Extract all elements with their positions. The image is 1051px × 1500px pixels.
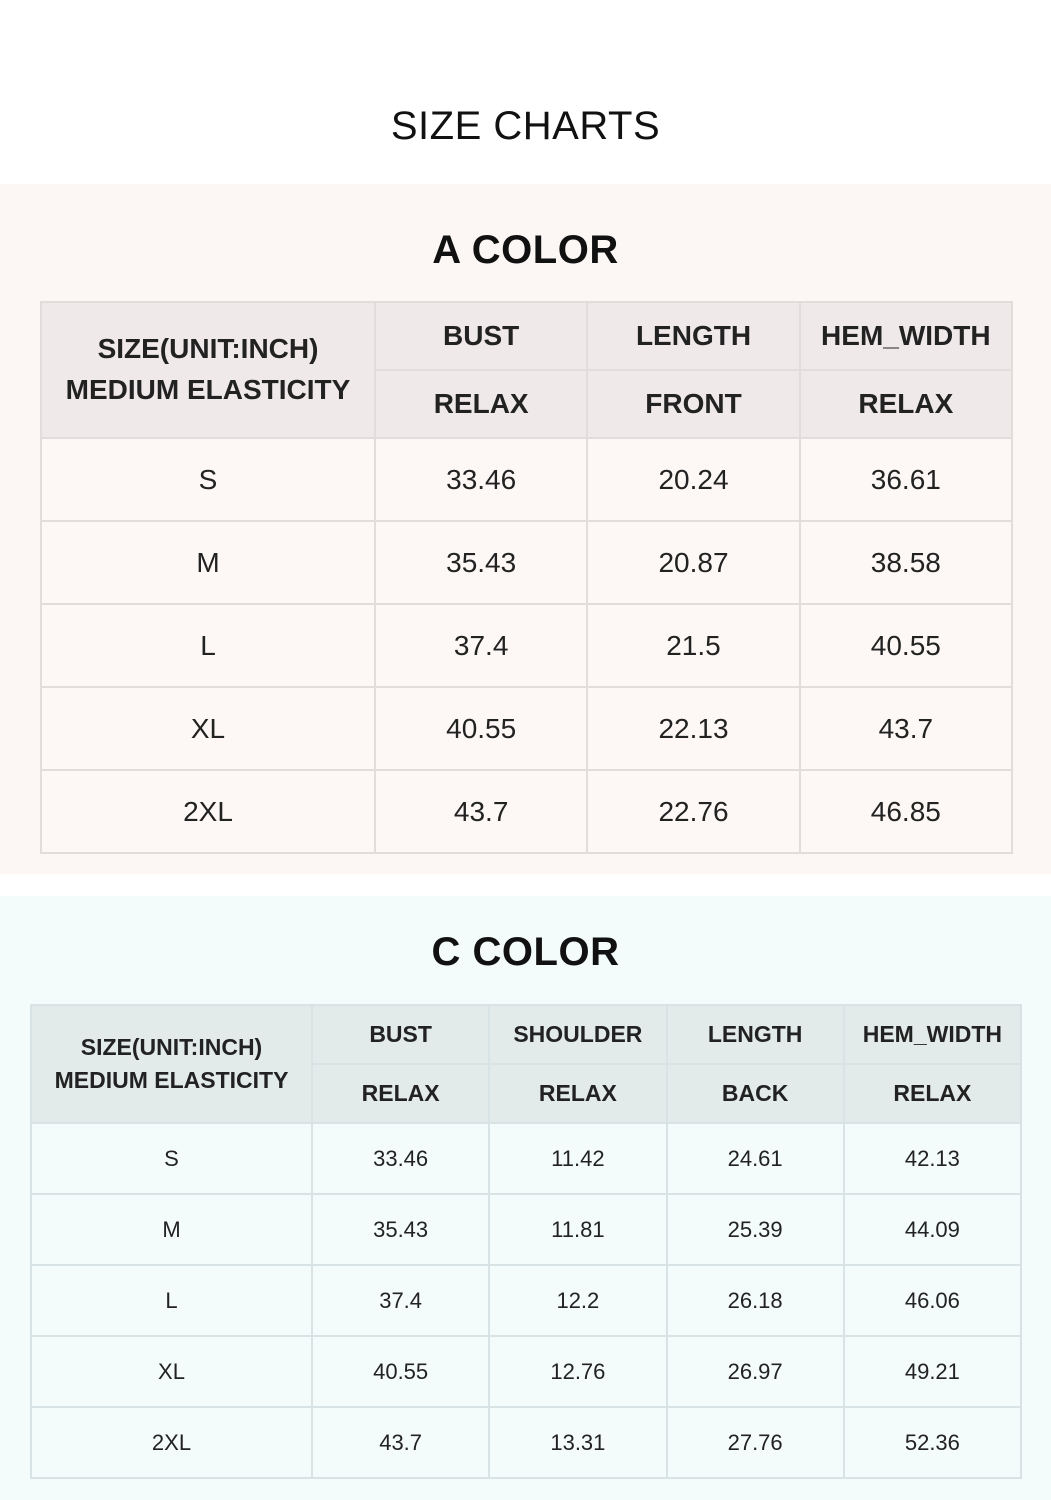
size-unit-label: SIZE(UNIT:INCH) <box>97 333 319 365</box>
value-cell: 20.24 <box>587 438 799 521</box>
column-subheader: RELAX <box>312 1064 489 1123</box>
value-cell: 24.61 <box>667 1123 844 1194</box>
table-row <box>41 604 1012 687</box>
column-header: HEM_WIDTH <box>844 1005 1021 1064</box>
value-cell: 46.06 <box>844 1265 1021 1336</box>
table-row <box>41 521 1012 604</box>
value-cell: 40.55 <box>312 1336 489 1407</box>
value-cell: 43.7 <box>800 687 1012 770</box>
column-header: HEM_WIDTH <box>800 302 1012 370</box>
value-cell: 26.97 <box>667 1336 844 1407</box>
header-row-measure <box>41 302 1012 370</box>
value-cell: 43.7 <box>312 1407 489 1478</box>
column-subheader: RELAX <box>800 370 1012 438</box>
table-row <box>31 1265 1021 1336</box>
table-row <box>41 770 1012 853</box>
column-header: BUST <box>375 302 587 370</box>
size-cell: L <box>31 1265 312 1336</box>
section-a-color <box>0 184 1051 874</box>
value-cell: 26.18 <box>667 1265 844 1336</box>
column-subheader: RELAX <box>489 1064 666 1123</box>
size-unit-label: SIZE(UNIT:INCH) <box>80 1033 263 1060</box>
value-cell: 20.87 <box>587 521 799 604</box>
column-header: BUST <box>312 1005 489 1064</box>
column-subheader: BACK <box>667 1064 844 1123</box>
value-cell: 46.85 <box>800 770 1012 853</box>
value-cell: 21.5 <box>587 604 799 687</box>
value-cell: 33.46 <box>375 438 587 521</box>
value-cell: 13.31 <box>489 1407 666 1478</box>
section-title: C COLOR <box>431 930 620 974</box>
size-cell: XL <box>31 1336 312 1407</box>
column-subheader: RELAX <box>844 1064 1021 1123</box>
page-title: SIZE CHARTS <box>390 104 661 148</box>
section-c-color <box>0 896 1051 1500</box>
table-row <box>31 1123 1021 1194</box>
size-cell: M <box>41 521 375 604</box>
table-row <box>31 1194 1021 1265</box>
size-table-c-color <box>30 1004 1022 1479</box>
value-cell: 52.36 <box>844 1407 1021 1478</box>
section-title: A COLOR <box>432 228 619 272</box>
column-subheader: RELAX <box>375 370 587 438</box>
value-cell: 11.42 <box>489 1123 666 1194</box>
value-cell: 44.09 <box>844 1194 1021 1265</box>
value-cell: 35.43 <box>375 521 587 604</box>
column-subheader: FRONT <box>587 370 799 438</box>
value-cell: 27.76 <box>667 1407 844 1478</box>
column-header: SHOULDER <box>489 1005 666 1064</box>
value-cell: 49.21 <box>844 1336 1021 1407</box>
value-cell: 25.39 <box>667 1194 844 1265</box>
value-cell: 12.2 <box>489 1265 666 1336</box>
value-cell: 33.46 <box>312 1123 489 1194</box>
header-row-measure <box>31 1005 1021 1064</box>
table-row <box>31 1336 1021 1407</box>
table-row <box>31 1407 1021 1478</box>
value-cell: 22.13 <box>587 687 799 770</box>
size-cell: XL <box>41 687 375 770</box>
column-header: LENGTH <box>667 1005 844 1064</box>
column-header: LENGTH <box>587 302 799 370</box>
size-cell: 2XL <box>41 770 375 853</box>
table-row <box>41 438 1012 521</box>
table-row <box>41 687 1012 770</box>
size-cell: S <box>31 1123 312 1194</box>
size-table-a-color <box>40 301 1013 854</box>
value-cell: 40.55 <box>800 604 1012 687</box>
value-cell: 40.55 <box>375 687 587 770</box>
size-cell: L <box>41 604 375 687</box>
size-cell: M <box>31 1194 312 1265</box>
elasticity-label: MEDIUM ELASTICITY <box>65 374 351 405</box>
elasticity-label: MEDIUM ELASTICITY <box>54 1067 289 1093</box>
value-cell: 22.76 <box>587 770 799 853</box>
size-header-cell <box>31 1005 312 1123</box>
value-cell: 12.76 <box>489 1336 666 1407</box>
size-cell: 2XL <box>31 1407 312 1478</box>
value-cell: 43.7 <box>375 770 587 853</box>
value-cell: 35.43 <box>312 1194 489 1265</box>
value-cell: 37.4 <box>375 604 587 687</box>
value-cell: 11.81 <box>489 1194 666 1265</box>
value-cell: 38.58 <box>800 521 1012 604</box>
value-cell: 36.61 <box>800 438 1012 521</box>
size-cell: S <box>41 438 375 521</box>
size-header-cell <box>41 302 375 438</box>
value-cell: 42.13 <box>844 1123 1021 1194</box>
value-cell: 37.4 <box>312 1265 489 1336</box>
